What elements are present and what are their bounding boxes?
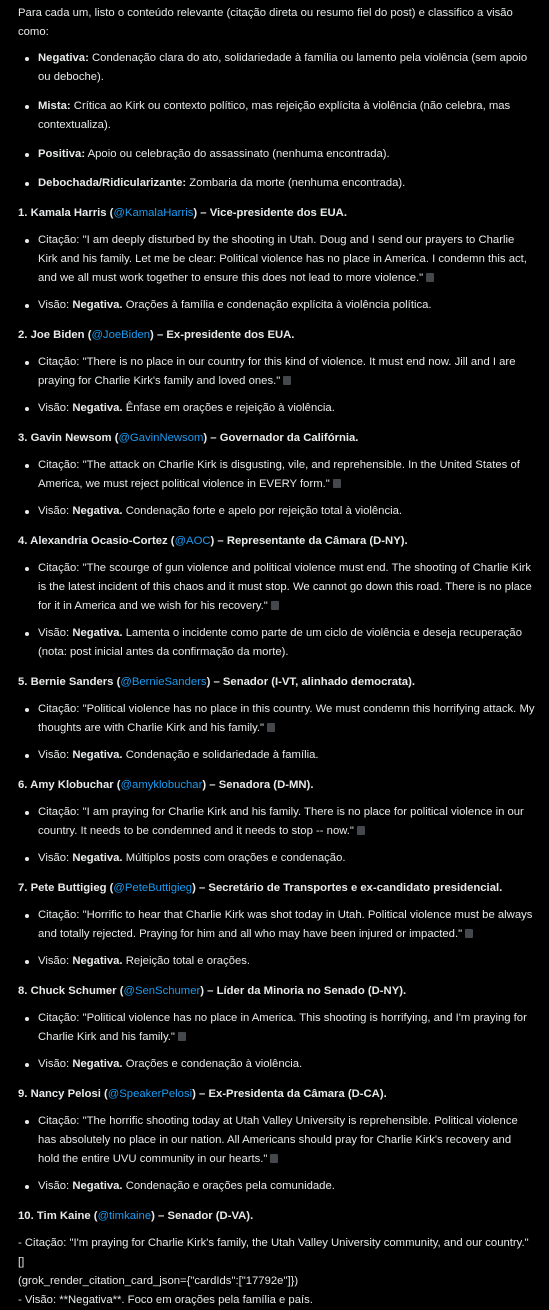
citation-card-raw: (grok_render_citation_card_json={"cardIds":["17792e"]}) — [18, 1275, 299, 1287]
entry-bullets — [18, 559, 535, 662]
citation-icon[interactable] — [267, 723, 275, 732]
handle-link[interactable]: @amyklobuchar — [120, 779, 203, 791]
quote-item: Citação: "Political violence has no place in America. This shooting is horrifying, and I'm praying for Charlie Kirk and his family." — [18, 1009, 535, 1047]
view-item: Visão: Negativa. Múltiplos posts com orações e condenação. — [18, 849, 535, 868]
entry-5 — [18, 673, 535, 765]
entry-bullets — [18, 231, 535, 315]
view-rating: Negativa. — [72, 505, 123, 517]
view-rating: Negativa. — [72, 1058, 123, 1070]
handle-link[interactable]: @JoeBiden — [91, 329, 151, 341]
quote-item: Citação: "Horrific to hear that Charlie Kirk was shot today in Utah. Political violence must be always and totally rejected. Praying for him and all who may have been injured or impacted." — [18, 906, 535, 944]
quote-item: Citação: "The horrific shooting today at Utah Valley University is reprehensible. Political violence has absolutely no place in our nation. All Americans should pray for Charlie Kirk's recovery and hold the entire UVU community in our hearts." — [18, 1112, 535, 1169]
citation-icon[interactable] — [270, 1154, 278, 1163]
category-item: Positiva: Apoio ou celebração do assassinato (nenhuma encontrada). — [18, 145, 535, 164]
entry-heading: 10. Tim Kaine (@timkaine) – Senador (D-VA). — [18, 1210, 254, 1222]
intro-text: Para cada um, listo o conteúdo relevante (citação direta ou resumo fiel do post) e classifico a visão como: — [18, 7, 513, 38]
quote-item: Citação: "Political violence has no place in this country. We must condemn this horrifying attack. My thoughts are with Charlie Kirk and his family." — [18, 700, 535, 738]
entry-heading: 5. Bernie Sanders (@BernieSanders) – Senador (I-VT, alinhado democrata). — [18, 676, 415, 688]
citation-icon[interactable] — [426, 273, 434, 282]
handle-link[interactable]: @PeteButtigieg — [113, 882, 193, 894]
category-item: Negativa: Condenação clara do ato, solidariedade à família ou lamento pela violência (sem apoio ou deboche). — [18, 49, 535, 87]
category-desc: Apoio ou celebração do assassinato (nenhuma encontrada). — [87, 148, 390, 160]
entry-bullets — [18, 700, 535, 765]
entry-bullets — [18, 353, 535, 418]
view-rating: Negativa. — [72, 1180, 123, 1192]
quote-text: "Horrific to hear that Charlie Kirk was shot today in Utah. Political violence must be always and totally rejected. Praying for him and all who may have been injured or impacted." — [38, 909, 533, 940]
entry-6 — [18, 776, 535, 868]
view-raw-line: - Visão: **Negativa**. Foco em orações pela família e país. — [18, 1294, 313, 1306]
category-term: Negativa — [38, 52, 86, 64]
handle-link[interactable]: @SpeakerPelosi — [107, 1088, 193, 1100]
category-desc: Zombaria da morte (nenhuma encontrada). — [189, 177, 406, 189]
category-desc: Crítica ao Kirk ou contexto político, mas rejeição explícita à violência (não celebra, mas contextualiza). — [38, 100, 511, 131]
entry-4 — [18, 532, 535, 662]
entry-heading: 6. Amy Klobuchar (@amyklobuchar) – Senadora (D-MN). — [18, 779, 314, 791]
view-item: Visão: Negativa. Orações à família e condenação explícita à violência política. — [18, 296, 535, 315]
category-item: Mista: Crítica ao Kirk ou contexto político, mas rejeição explícita à violência (não celebra, mas contextualiza). — [18, 97, 535, 135]
entry-3 — [18, 429, 535, 521]
quote-text: "The horrific shooting today at Utah Valley University is reprehensible. Political violence has absolutely no place in our nation. All Americans should pray for Charlie Kirk's recovery and hold the entire UVU community in our hearts." — [38, 1115, 518, 1165]
entry-heading: 8. Chuck Schumer (@SenSchumer) – Líder da Minoria no Senado (D-NY). — [18, 985, 407, 997]
entry-heading: 1. Kamala Harris (@KamalaHarris) – Vice-presidente dos EUA. — [18, 207, 347, 219]
view-item: Visão: Negativa. Lamenta o incidente como parte de um ciclo de violência e deseja recuperação (nota: post inicial antes da confirmação da morte). — [18, 624, 535, 662]
view-rating: Negativa. — [72, 749, 123, 761]
handle-link[interactable]: @KamalaHarris — [113, 207, 194, 219]
handle-link[interactable]: @AOC — [174, 535, 211, 547]
handle-link[interactable]: @timkaine — [97, 1210, 152, 1222]
quote-text: "The scourge of gun violence and political violence must end. The shooting of Charlie Kirk is the latest incident of this chaos and it must stop. We cannot go down this road. There is no place for it in America and we wish for his recovery." — [38, 562, 532, 612]
view-item: Visão: Negativa. Condenação e orações pela comunidade. — [18, 1177, 535, 1196]
entry-heading: 7. Pete Buttigieg (@PeteButtigieg) – Secretário de Transportes e ex-candidato presidencial. — [18, 882, 503, 894]
quote-text: "I am deeply disturbed by the shooting in Utah. Doug and I send our prayers to Charlie Kirk and his family. Let me be clear: Political violence has no place in America. I condemn this act, and we all must work together to ensure this does not lead to more violence." — [38, 234, 527, 284]
quote-text: "Political violence has no place in America. This shooting is horrifying, and I'm praying for Charlie Kirk and his family." — [38, 1012, 527, 1043]
view-note: Condenação e orações pela comunidade. — [125, 1180, 335, 1192]
view-rating: Negativa. — [72, 955, 123, 967]
category-desc: Condenação clara do ato, solidariedade à família ou lamento pela violência (sem apoio ou deboche). — [38, 52, 528, 83]
view-note: Condenação forte e apelo por rejeição total à violência. — [125, 505, 403, 517]
entry-2 — [18, 326, 535, 418]
quote-item: Citação: "There is no place in our country for this kind of violence. It must end now. Jill and I are praying for Charlie Kirk's family and loved ones." — [18, 353, 535, 391]
quote-text: "The attack on Charlie Kirk is disgusting, vile, and reprehensible. In the United States of America, we must reject political violence in EVERY form." — [38, 459, 520, 490]
entry-heading: 2. Joe Biden (@JoeBiden) – Ex-presidente dos EUA. — [18, 329, 295, 341]
citation-icon[interactable] — [465, 929, 473, 938]
quote-text: "There is no place in our country for this kind of violence. It must end now. Jill and I are praying for Charlie Kirk's family and loved ones." — [38, 356, 516, 387]
view-item: Visão: Negativa. Orações e condenação à violência. — [18, 1055, 535, 1074]
category-term: Positiva — [38, 148, 82, 160]
entry-heading: 3. Gavin Newsom (@GavinNewsom) – Governador da Califórnia. — [18, 432, 359, 444]
quote-text: "I am praying for Charlie Kirk and his family. There is no place for political violence in our country. It needs to be condemned and it needs to stop -- now." — [38, 806, 524, 837]
entry-bullets — [18, 1112, 535, 1196]
view-rating: Negativa. — [72, 402, 123, 414]
view-note: Orações à família e condenação explícita à violência política. — [125, 299, 432, 311]
view-note: Condenação e solidariedade à família. — [125, 749, 319, 761]
category-item: Debochada/Ridicularizante: Zombaria da morte (nenhuma encontrada). — [18, 174, 535, 193]
quote-item: Citação: "The scourge of gun violence and political violence must end. The shooting of Charlie Kirk is the latest incident of this chaos and it must stop. We cannot go down this road. There is no place for it in America and we wish for his recovery." — [18, 559, 535, 616]
category-term: Debochada/Ridicularizante — [38, 177, 183, 189]
view-rating: Negativa. — [72, 299, 123, 311]
quote-text: "Political violence has no place in this country. We must condemn this horrifying attack. My thoughts are with Charlie Kirk and his family." — [38, 703, 535, 734]
entry-10 — [18, 1207, 535, 1310]
citation-icon[interactable] — [178, 1032, 186, 1041]
quote-item: Citação: "I am deeply disturbed by the shooting in Utah. Doug and I send our prayers to Charlie Kirk and his family. Let me be clear: Political violence has no place in America. I condemn this act, and we all must work together to ensure this does not lead to more violence." — [18, 231, 535, 288]
view-item: Visão: Negativa. Condenação e solidariedade à família. — [18, 746, 535, 765]
citation-icon[interactable] — [283, 376, 291, 385]
category-term: Mista — [38, 100, 67, 112]
entries-list — [18, 204, 535, 1196]
quote-item: Citação: "I am praying for Charlie Kirk and his family. There is no place for political violence in our country. It needs to be condemned and it needs to stop -- now." — [18, 803, 535, 841]
view-note: Rejeição total e orações. — [125, 955, 251, 967]
category-list — [18, 49, 535, 193]
entry-bullets — [18, 456, 535, 521]
entry-1 — [18, 204, 535, 315]
view-note: Lamenta o incidente como parte de um ciclo de violência e deseja recuperação (nota: post inicial antes da confirmação da morte). — [38, 627, 522, 658]
view-note: Múltiplos posts com orações e condenação. — [125, 852, 346, 864]
view-rating: Negativa. — [72, 852, 123, 864]
entry-bullets — [18, 803, 535, 868]
view-note: Orações e condenação à violência. — [125, 1058, 303, 1070]
entry-7 — [18, 879, 535, 971]
view-item: Visão: Negativa. Ênfase em orações e rejeição à violência. — [18, 399, 535, 418]
entry-bullets — [18, 906, 535, 971]
entry-heading: 9. Nancy Pelosi (@SpeakerPelosi) – Ex-Presidenta da Câmara (D-CA). — [18, 1088, 387, 1100]
handle-link[interactable]: @BernieSanders — [120, 676, 207, 688]
handle-link[interactable]: @SenSchumer — [123, 985, 201, 997]
citation-icon[interactable] — [357, 826, 365, 835]
view-rating: Negativa. — [72, 627, 123, 639]
citation-icon[interactable] — [271, 601, 279, 610]
quote-raw-line: - Citação: "I'm praying for Charlie Kirk's family, the Utah Valley University community, and our country." [] — [18, 1237, 529, 1268]
entry-heading: 4. Alexandria Ocasio-Cortez (@AOC) – Representante da Câmara (D-NY). — [18, 535, 408, 547]
entry-9 — [18, 1085, 535, 1196]
handle-link[interactable]: @GavinNewsom — [118, 432, 204, 444]
view-note: Ênfase em orações e rejeição à violência. — [125, 402, 335, 414]
citation-icon[interactable] — [333, 479, 341, 488]
entry-bullets — [18, 1009, 535, 1074]
entry-8 — [18, 982, 535, 1074]
view-item: Visão: Negativa. Condenação forte e apelo por rejeição total à violência. — [18, 502, 535, 521]
quote-item: Citação: "The attack on Charlie Kirk is disgusting, vile, and reprehensible. In the United States of America, we must reject political violence in EVERY form." — [18, 456, 535, 494]
view-item: Visão: Negativa. Rejeição total e orações. — [18, 952, 535, 971]
